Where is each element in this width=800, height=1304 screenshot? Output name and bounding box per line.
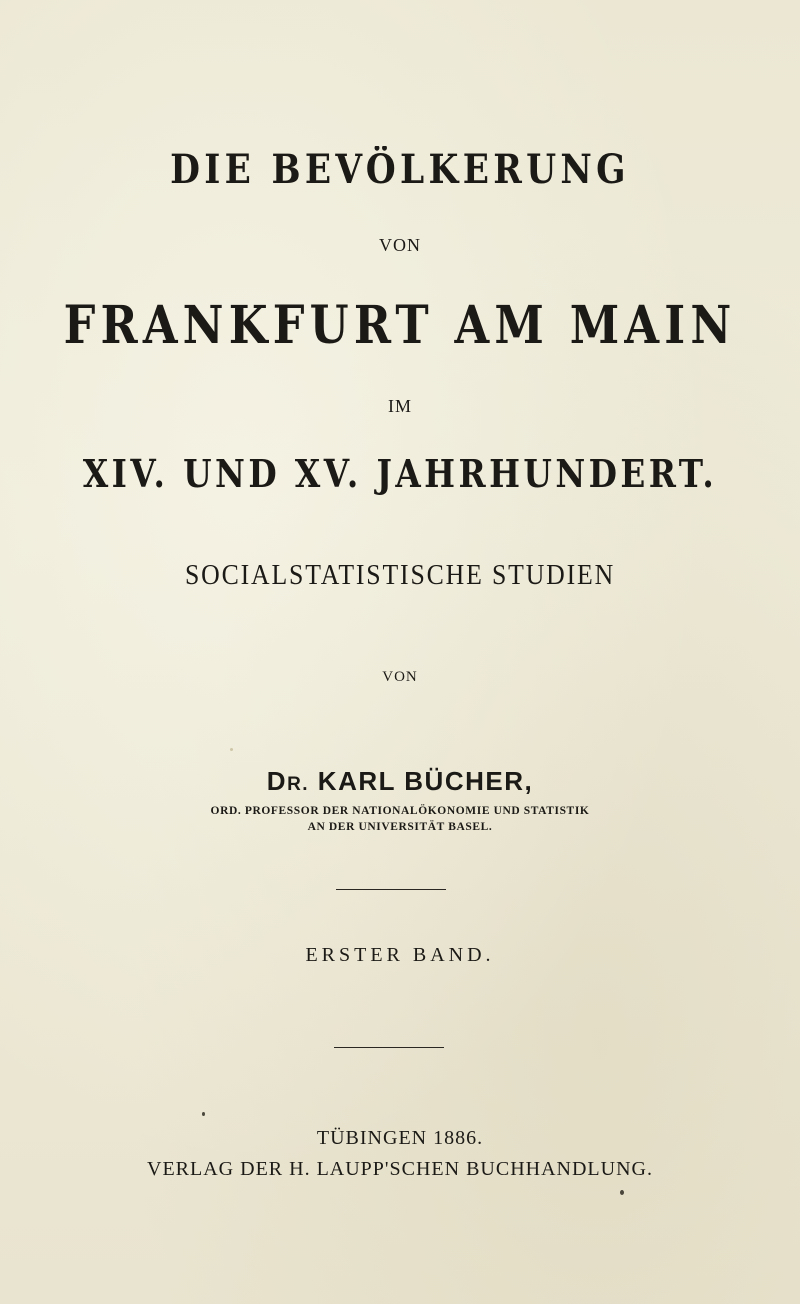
divider-rule-1 bbox=[336, 889, 446, 890]
divider-rule-2 bbox=[334, 1047, 444, 1048]
title-line-3: XIV. UND XV. JAHRHUNDERT. bbox=[82, 451, 718, 496]
title-connector-im: IM bbox=[388, 396, 412, 416]
author-prefix-d: D bbox=[266, 766, 288, 796]
ink-speck bbox=[620, 1190, 624, 1195]
author-affiliation-1: ORD. PROFESSOR DER NATIONALÖKONOMIE UND STATISTIK bbox=[210, 805, 590, 817]
author-full-name: KARL BÜCHER, bbox=[317, 766, 534, 796]
title-line-1: DIE BEVÖLKERUNG bbox=[170, 146, 630, 193]
ink-speck bbox=[202, 1112, 205, 1116]
imprint-place-year: TÜBINGEN 1886. bbox=[316, 1127, 484, 1149]
title-line-2: FRANKFURT AM MAIN bbox=[63, 295, 737, 356]
imprint-publisher: VERLAG DER H. LAUPP'SCHEN BUCHHANDLUNG. bbox=[147, 1158, 653, 1180]
by-line: VON bbox=[382, 669, 418, 685]
subtitle: SOCIALSTATISTISCHE STUDIEN bbox=[184, 560, 616, 591]
author-affiliation-2: AN DER UNIVERSITÄT BASEL. bbox=[307, 821, 493, 833]
author-name bbox=[0, 768, 800, 794]
author-prefix-r: R. bbox=[287, 774, 310, 795]
paper-spot bbox=[230, 748, 233, 751]
volume-label: ERSTER BAND. bbox=[305, 944, 495, 966]
title-connector-von: VON bbox=[379, 235, 421, 255]
